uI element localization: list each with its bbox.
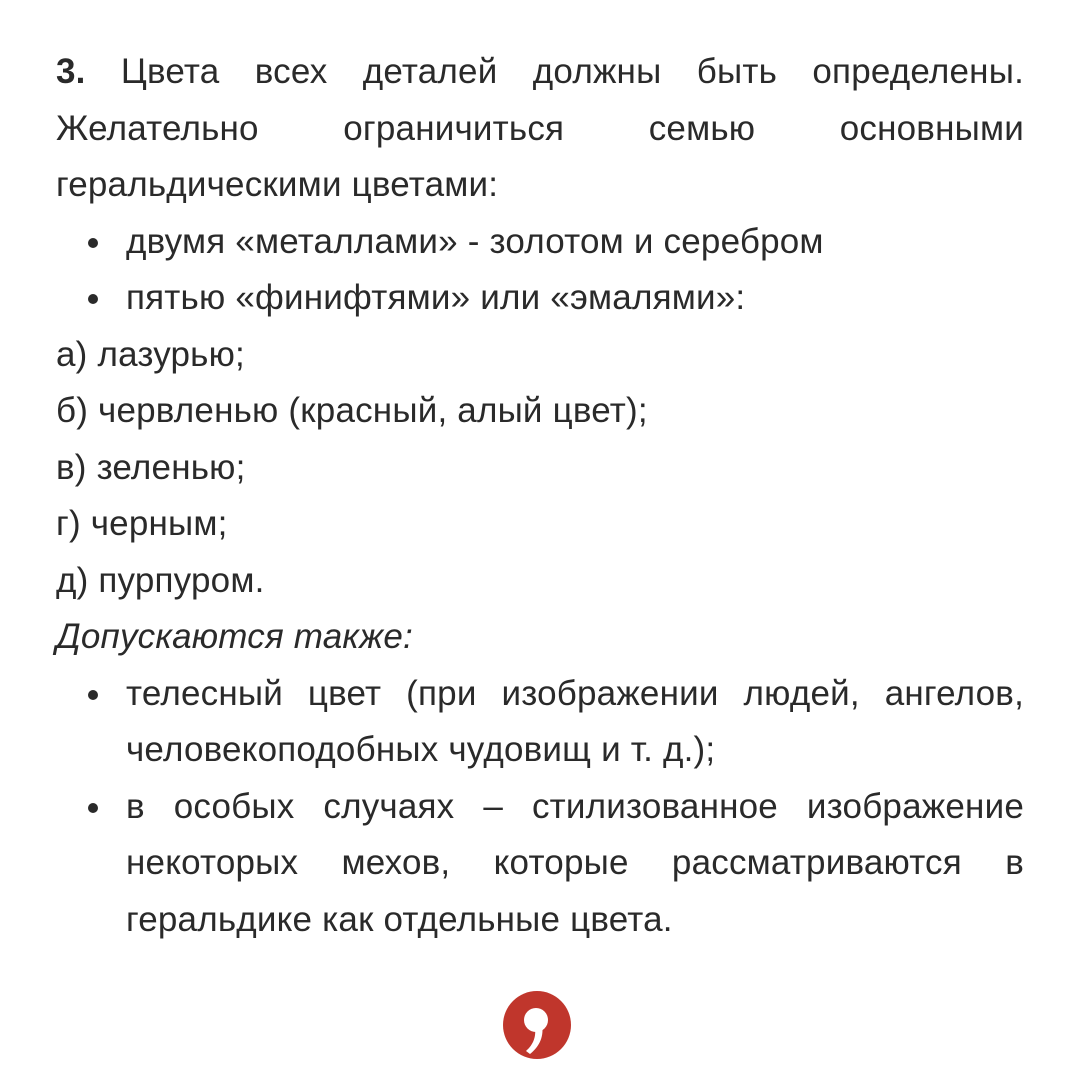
- list-item-text: телесный цвет (при изображении людей, ангелов, человекоподобных чудовищ и т. д.);: [126, 673, 1024, 769]
- rule-text: Цвета всех деталей должны быть определены. Желательно ограничиться семью основными геральдическими цветами:: [56, 52, 1024, 204]
- enamel-list: [56, 327, 1024, 610]
- bullet-dot-icon: [88, 690, 98, 700]
- list-item: [56, 270, 1024, 327]
- list-item-text: пятью «финифтями» или «эмалями»:: [126, 278, 746, 317]
- page-content: [56, 44, 1024, 948]
- enamel-item: а) лазурью;: [56, 334, 245, 374]
- bullet-dot-icon: [88, 238, 98, 248]
- list-item: [56, 666, 1024, 779]
- enamel-item: д) пурпуром.: [56, 560, 265, 600]
- also-allowed-list: [56, 666, 1024, 949]
- enamel-item: г) черным;: [56, 504, 228, 543]
- rule-paragraph: [56, 44, 1024, 214]
- rule-number: 3.: [56, 52, 86, 91]
- enamel-item: б) червленью (красный, алый цвет);: [56, 391, 648, 430]
- list-item: [56, 779, 1024, 949]
- bullet-dot-icon: [88, 803, 98, 813]
- list-item-text: двумя «металлами» - золотом и серебром: [126, 221, 824, 261]
- comma-logo-icon: [502, 990, 572, 1060]
- rule-text-block: [56, 44, 1024, 948]
- comma-logo-svg: [502, 990, 572, 1060]
- bullet-dot-icon: [88, 294, 98, 304]
- enamel-item: в) зеленью;: [56, 447, 246, 487]
- list-item: [56, 214, 1024, 271]
- also-allowed-heading: Допускаются также:: [56, 617, 413, 656]
- main-bullet-list: [56, 214, 1024, 327]
- list-item-text: в особых случаях – стилизованное изображение некоторых мехов, которые рассматриваются в геральдике как отдельные цвета.: [126, 786, 1024, 939]
